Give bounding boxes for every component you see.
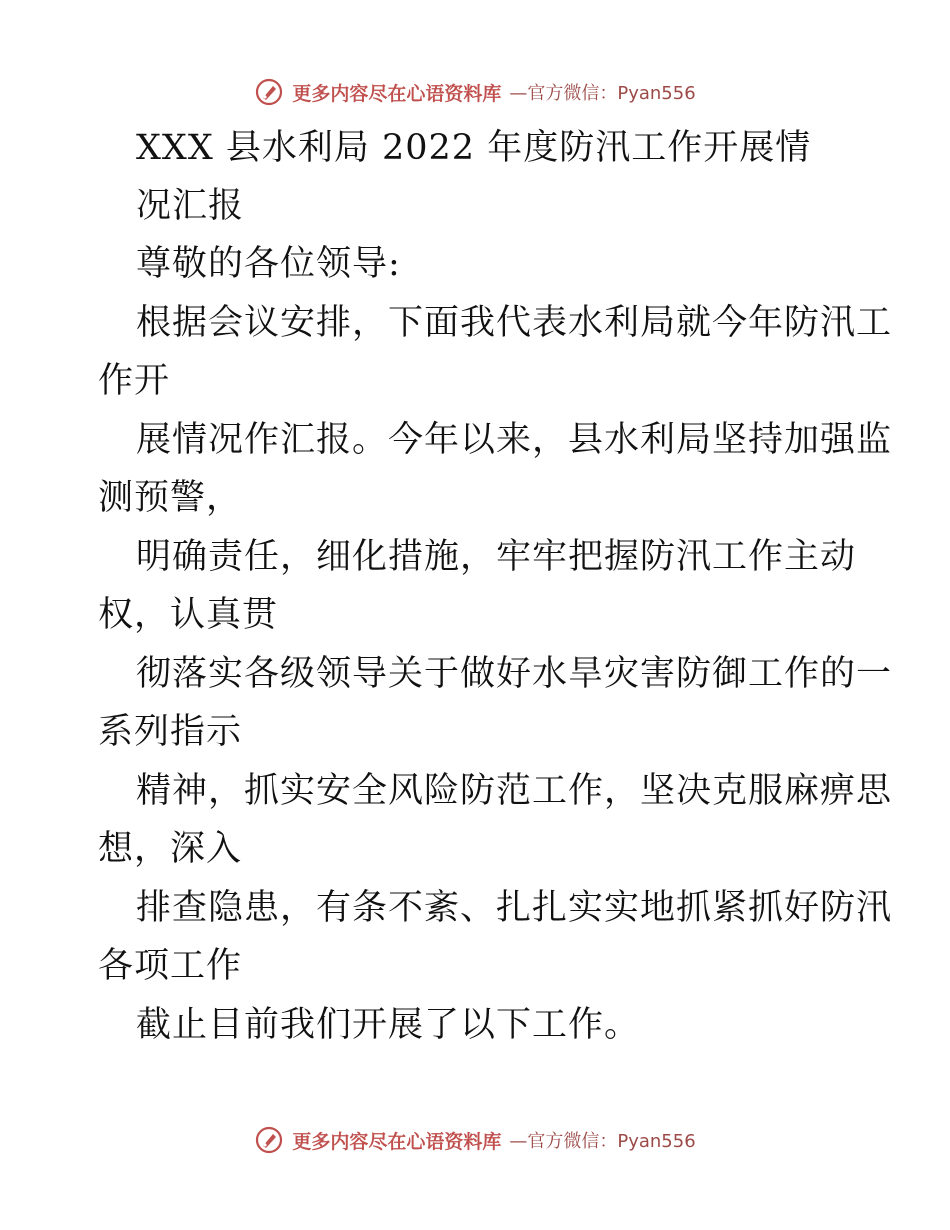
watermark-wechat-text: —官方微信：Pyan556 xyxy=(509,83,696,104)
paragraph-line: 排查隐患，有条不紊、扎扎实实地抓紧抓好防汛 xyxy=(136,888,893,928)
watermark-red-text: 更多内容尽在心语资料库 xyxy=(292,82,502,105)
paragraph-line: 权，认真贯 xyxy=(98,595,279,635)
paragraph-line: 精神，抓实安全风险防范工作，坚决克服麻痹思 xyxy=(136,771,893,811)
paragraph-line: 系列指示 xyxy=(98,712,243,752)
paragraph-line: 作开 xyxy=(98,361,171,401)
pen-nib-logo-icon xyxy=(254,1125,284,1155)
paragraph-line: 想，深入 xyxy=(98,829,243,869)
watermark-banner-bottom xyxy=(0,1120,950,1160)
pen-nib-logo-icon xyxy=(254,77,284,107)
watermark-banner-top xyxy=(0,72,950,112)
watermark-red-text: 更多内容尽在心语资料库 xyxy=(292,1130,502,1153)
paragraph-line: 截止目前我们开展了以下工作。 xyxy=(136,1005,641,1045)
document-title-line-2: 况汇报 xyxy=(136,186,245,226)
paragraph-line: 各项工作 xyxy=(98,946,243,986)
document-title-line-1: XXX 县水利局 2022 年度防汛工作开展情 xyxy=(136,128,812,168)
paragraph-line: 测预警， xyxy=(98,478,243,518)
paragraph-line: 彻落实各级领导关于做好水旱灾害防御工作的一 xyxy=(136,654,893,694)
paragraph-line: 展情况作汇报。今年以来，县水利局坚持加强监 xyxy=(136,420,893,460)
watermark-wechat-text: —官方微信：Pyan556 xyxy=(509,1131,696,1152)
paragraph-line: 明确责任，细化措施，牢牢把握防汛工作主动 xyxy=(136,537,857,577)
paragraph-line: 根据会议安排，下面我代表水利局就今年防汛工 xyxy=(136,303,893,343)
salutation: 尊敬的各位领导: xyxy=(136,244,401,284)
